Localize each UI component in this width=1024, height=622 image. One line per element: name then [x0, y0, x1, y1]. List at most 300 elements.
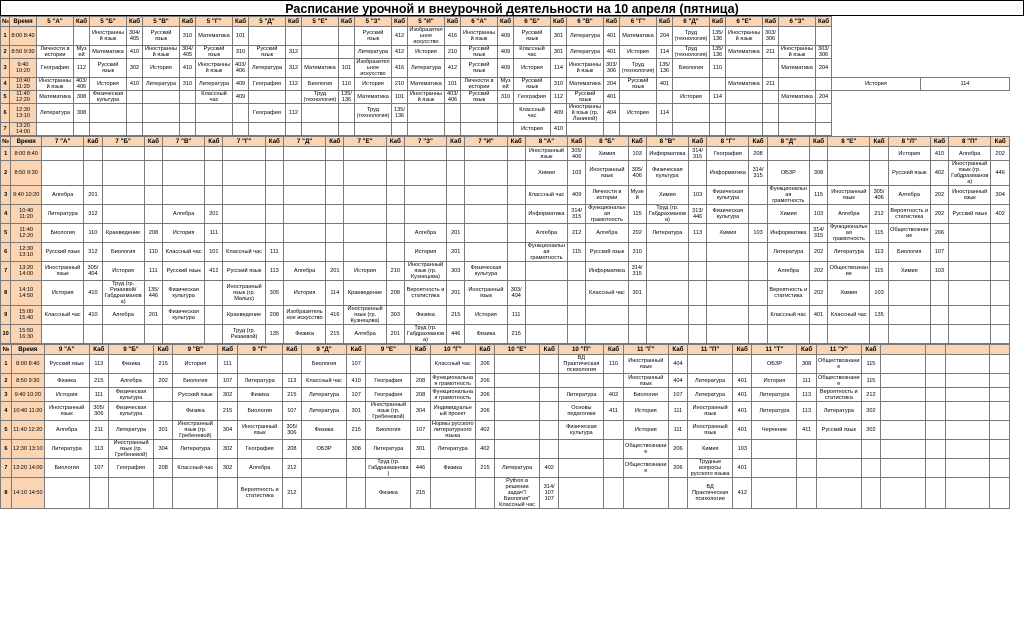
room-cell: 401 [733, 388, 752, 402]
subject-cell [495, 421, 540, 440]
subject-cell: Иностранный язык (гр. Кузнецова) [404, 262, 446, 281]
room-cell: 402 [930, 161, 948, 186]
room-cell: 304 [218, 421, 237, 440]
header-class: 7 "В" [163, 137, 205, 147]
table-row [1, 27, 1010, 46]
subject-cell: Литература [44, 440, 89, 459]
room-cell [861, 440, 880, 459]
room-cell [507, 224, 525, 243]
room-cell [144, 325, 162, 344]
subject-cell [302, 478, 347, 509]
room-cell: 202 [809, 262, 827, 281]
header-class: 8 "А" [525, 137, 567, 147]
lesson-time: 12:30 13:10 [10, 104, 37, 123]
subject-cell: Литература [567, 46, 604, 59]
subject-cell [302, 123, 339, 136]
subject-cell: Литература [366, 440, 411, 459]
subject-cell: Физика [173, 402, 218, 421]
subject-cell: Python в решении задач"/ Биология" Классный час [495, 478, 540, 509]
subject-cell [816, 440, 861, 459]
subject-cell [249, 27, 286, 46]
subject-cell: Математика [779, 59, 816, 78]
subject-cell: Биология [888, 243, 930, 262]
room-cell: 201 [386, 325, 404, 344]
header-class: 7 "Е" [344, 137, 386, 147]
table-row [1, 78, 1010, 91]
subject-cell: Физическая культура [465, 262, 507, 281]
room-cell: 115 [809, 186, 827, 205]
subject-cell: Классный час [514, 46, 551, 59]
room-cell: 201 [447, 243, 465, 262]
subject-cell: Индивидуальный проект [430, 402, 475, 421]
subject-cell: Физическая культура [707, 205, 749, 224]
subject-cell [828, 325, 870, 344]
room-cell [445, 123, 461, 136]
subject-cell: Химия [688, 440, 733, 459]
subject-cell: Классный час [223, 243, 265, 262]
room-cell: 103 [749, 224, 767, 243]
room-cell [568, 306, 586, 325]
subject-cell: География [249, 104, 286, 123]
lesson-number: 1 [1, 147, 11, 161]
room-cell [990, 459, 1010, 478]
room-cell [990, 402, 1010, 421]
header-class: 10 "Г" [430, 345, 475, 355]
room-cell: 115 [861, 355, 880, 374]
room-cell: 304 [411, 402, 430, 421]
room-cell: 308 [797, 355, 816, 374]
subject-cell: Иностранный язык [37, 78, 74, 91]
subject-cell: Литература [42, 205, 84, 224]
room-cell: 313/ 446 [688, 205, 706, 224]
subject-cell: Химия [767, 205, 809, 224]
room-cell: 103 [628, 147, 646, 161]
room-cell: 305/ 406 [870, 186, 888, 205]
room-cell [816, 78, 832, 91]
subject-cell: История [752, 374, 797, 388]
subject-cell: Физическая культура [90, 91, 127, 104]
room-cell: 202 [153, 374, 172, 388]
room-cell [386, 243, 404, 262]
room-cell [628, 306, 646, 325]
header-room: Каб [144, 137, 162, 147]
room-cell [749, 243, 767, 262]
room-cell: 301 [153, 421, 172, 440]
subject-cell: Русский язык [816, 421, 861, 440]
subject-cell [223, 224, 265, 243]
header-time: Время [10, 17, 37, 27]
room-cell [990, 388, 1010, 402]
lesson-time: 8:50 9:30 [10, 46, 37, 59]
room-cell: 115 [870, 224, 888, 243]
subject-cell [90, 104, 127, 123]
header-room: Каб [386, 137, 404, 147]
header-room: Каб [447, 137, 465, 147]
room-cell: 409 [233, 78, 249, 91]
table-row [1, 104, 1010, 123]
subject-cell: Обществознание [623, 440, 668, 459]
subject-cell: Литература [355, 46, 392, 59]
room-cell [926, 402, 945, 421]
table-header-row [1, 137, 1010, 147]
subject-cell: Краеведение [223, 306, 265, 325]
subject-cell [283, 224, 325, 243]
subject-cell: Труд (технология) [302, 91, 339, 104]
room-cell [568, 262, 586, 281]
subject-cell: Алгебра [888, 186, 930, 205]
room-cell [265, 186, 283, 205]
room-cell: 103 [568, 161, 586, 186]
header-class [881, 345, 926, 355]
room-cell: 201 [84, 186, 102, 205]
room-cell: 410 [127, 78, 143, 91]
subject-cell [90, 123, 127, 136]
room-cell [991, 224, 1010, 243]
room-cell [797, 478, 816, 509]
subject-cell: Обществознание [816, 355, 861, 374]
room-cell: 310 [628, 243, 646, 262]
room-cell: 212 [870, 205, 888, 224]
subject-cell: Физическая культура [163, 281, 205, 306]
room-cell: 305/ 406 [628, 161, 646, 186]
subject-cell: История [283, 281, 325, 306]
subject-cell [495, 388, 540, 402]
room-cell [233, 104, 249, 123]
subject-cell: Алгебра [828, 205, 870, 224]
room-cell: 302 [218, 440, 237, 459]
subject-cell: Труд (технология) [620, 59, 657, 78]
room-cell: 215 [89, 374, 108, 388]
room-cell [990, 374, 1010, 388]
subject-cell: Физическая культура [109, 388, 154, 402]
room-cell: 304/ 405 [180, 46, 196, 59]
header-room: Каб [870, 137, 888, 147]
lesson-time: 10:40 11:20 [10, 78, 37, 91]
room-cell: 206 [475, 374, 494, 388]
subject-cell: История [404, 243, 446, 262]
subject-cell: География [249, 78, 286, 91]
subject-cell: Личности в истории [586, 186, 628, 205]
header-room: Каб [347, 345, 366, 355]
subject-cell [223, 205, 265, 224]
room-cell: Музей [628, 186, 646, 205]
room-cell: 103 [809, 205, 827, 224]
header-room: Каб [668, 345, 687, 355]
room-cell: 202 [930, 186, 948, 205]
subject-cell: История [623, 421, 668, 440]
room-cell: 206 [475, 402, 494, 421]
table-row [1, 459, 1010, 478]
lesson-number: 6 [1, 440, 12, 459]
header-class: 10 "Е" [495, 345, 540, 355]
subject-cell [881, 355, 926, 374]
subject-cell [461, 104, 498, 123]
subject-cell [888, 281, 930, 306]
room-cell [749, 262, 767, 281]
room-cell: 211 [763, 78, 779, 91]
subject-cell: Математика [567, 78, 604, 91]
subject-cell: Литература [302, 402, 347, 421]
room-cell: 410 [127, 46, 143, 59]
subject-cell [37, 123, 74, 136]
room-cell: 208 [411, 374, 430, 388]
room-cell: 113 [282, 374, 301, 388]
subject-cell: Информатика [525, 205, 567, 224]
table-row [1, 243, 1010, 262]
room-cell [930, 306, 948, 325]
subject-cell [646, 262, 688, 281]
subject-cell [945, 440, 990, 459]
room-cell [816, 27, 832, 46]
header-room: Каб [861, 345, 880, 355]
room-cell [749, 205, 767, 224]
header-class: 5 "А" [37, 17, 74, 27]
room-cell: 401 [733, 374, 752, 388]
room-cell [568, 325, 586, 344]
lesson-number: 6 [1, 243, 11, 262]
room-cell [507, 186, 525, 205]
subject-cell: География [109, 459, 154, 478]
room-cell: 402 [991, 205, 1010, 224]
subject-cell [249, 91, 286, 104]
subject-cell [355, 123, 392, 136]
subject-cell: Русский язык [44, 355, 89, 374]
subject-cell: Иностранный язык [726, 27, 763, 46]
room-cell [447, 205, 465, 224]
subject-cell: Русский язык [90, 59, 127, 78]
subject-cell [495, 355, 540, 374]
room-cell: 404 [668, 355, 687, 374]
subject-cell [404, 205, 446, 224]
subject-cell [881, 459, 926, 478]
room-cell [540, 440, 559, 459]
subject-cell: Русский язык [567, 91, 604, 104]
room-cell [180, 123, 196, 136]
room-cell [286, 91, 302, 104]
subject-cell: История [888, 147, 930, 161]
header-room: Каб [991, 137, 1010, 147]
header-class: 9 "Е" [366, 345, 411, 355]
subject-cell [567, 123, 604, 136]
subject-cell: Труд (гр. Габдрахманова) [646, 205, 688, 224]
lesson-number: 3 [1, 186, 11, 205]
room-cell: 103 [688, 186, 706, 205]
subject-cell [620, 91, 657, 104]
header-room: Каб [233, 17, 249, 27]
subject-cell [945, 421, 990, 440]
subject-cell: Классный час [196, 91, 233, 104]
subject-cell [949, 281, 991, 306]
room-cell [540, 355, 559, 374]
subject-cell: Вероятность и статистика [237, 478, 282, 509]
subject-cell: История [673, 91, 710, 104]
room-cell [205, 306, 223, 325]
subject-cell [726, 123, 763, 136]
room-cell: 201 [447, 224, 465, 243]
subject-cell [752, 478, 797, 509]
subject-cell [586, 325, 628, 344]
room-cell: 111 [265, 243, 283, 262]
room-cell: 212 [568, 224, 586, 243]
header-room: Каб [604, 345, 623, 355]
subject-cell [404, 161, 446, 186]
subject-cell: Классный час [42, 306, 84, 325]
room-cell: 201 [447, 281, 465, 306]
room-cell [74, 27, 90, 46]
subject-cell: Основы педагогики [559, 402, 604, 421]
lesson-number: 5 [1, 224, 11, 243]
room-cell: 202 [991, 147, 1010, 161]
subject-cell: История [832, 78, 921, 91]
room-cell: 314/ 315 [749, 161, 767, 186]
room-cell [733, 355, 752, 374]
header-class: 5 "Г" [196, 17, 233, 27]
table-row [1, 161, 1010, 186]
subject-cell: Функциональная грамотность [525, 243, 567, 262]
header-room: Каб [282, 345, 301, 355]
table-row [1, 147, 1010, 161]
room-cell: 404 [604, 104, 620, 123]
subject-cell: Информатика [586, 262, 628, 281]
room-cell: 114 [657, 46, 673, 59]
header-room: Каб [286, 17, 302, 27]
room-cell: 206 [930, 224, 948, 243]
room-cell: 302 [861, 421, 880, 440]
subject-cell: Литература [109, 421, 154, 440]
subject-cell [344, 186, 386, 205]
subject-cell: Функциональная грамотность [586, 205, 628, 224]
subject-cell [465, 205, 507, 224]
room-cell [710, 78, 726, 91]
room-cell: 303 [447, 262, 465, 281]
subject-cell [707, 262, 749, 281]
room-cell [84, 325, 102, 344]
room-cell: 446 [447, 325, 465, 344]
header-room: Каб [507, 137, 525, 147]
subject-cell [559, 374, 604, 388]
subject-cell: Физика [283, 325, 325, 344]
table-row [1, 123, 1010, 136]
header-class: 6 "Е" [726, 17, 763, 27]
subject-cell: Краеведение [102, 224, 144, 243]
header-room: Каб [127, 17, 143, 27]
subject-cell [302, 46, 339, 59]
room-cell: 201 [144, 306, 162, 325]
room-cell [688, 306, 706, 325]
room-cell: Музей [74, 46, 90, 59]
subject-cell: История [514, 123, 551, 136]
header-class: 5 "Б" [90, 17, 127, 27]
header-room: Каб [568, 137, 586, 147]
header-class: 8 "Е" [828, 137, 870, 147]
subject-cell: Биология [102, 243, 144, 262]
room-cell [710, 123, 726, 136]
schedule-blocks [0, 16, 1024, 509]
subject-cell [302, 459, 347, 478]
room-cell: 206 [668, 459, 687, 478]
subject-cell: Иностранный язык (гр. Ланиной) [567, 104, 604, 123]
room-cell: 206 [668, 440, 687, 459]
subject-cell [163, 325, 205, 344]
subject-cell: География [237, 440, 282, 459]
subject-cell: История [623, 402, 668, 421]
subject-cell [945, 402, 990, 421]
subject-cell: Литература [816, 402, 861, 421]
subject-cell [223, 161, 265, 186]
subject-cell [707, 243, 749, 262]
subject-cell [707, 281, 749, 306]
lesson-number: 1 [1, 355, 12, 374]
subject-cell: Функциональная грамотность [828, 224, 870, 243]
room-cell: 110 [144, 243, 162, 262]
subject-cell: Краеведение [344, 281, 386, 306]
room-cell: 202 [809, 243, 827, 262]
subject-cell [559, 440, 604, 459]
subject-cell: Биология [302, 355, 347, 374]
room-cell: Музей [498, 78, 514, 91]
room-cell: 404 [668, 374, 687, 388]
subject-cell [828, 147, 870, 161]
room-cell [688, 161, 706, 186]
subject-cell: Русский язык [620, 78, 657, 91]
header-room: Каб [688, 137, 706, 147]
lesson-time: 10:40 11:20 [11, 402, 44, 421]
subject-cell: Физика [465, 325, 507, 344]
room-cell: 409 [498, 59, 514, 78]
room-cell [763, 123, 779, 136]
room-cell [657, 91, 673, 104]
subject-cell [525, 281, 567, 306]
lesson-time: 13:20 14:00 [11, 459, 44, 478]
subject-cell [430, 478, 475, 509]
room-cell [749, 281, 767, 306]
header-room: Каб [339, 17, 355, 27]
subject-cell [525, 262, 567, 281]
subject-cell: Вероятность и статистика [404, 281, 446, 306]
room-cell: 310 [180, 27, 196, 46]
room-cell [926, 440, 945, 459]
room-cell: 135/ 136 [657, 59, 673, 78]
subject-cell: Информатика [767, 224, 809, 243]
subject-cell [673, 78, 710, 91]
header-room: Каб [551, 17, 567, 27]
table-row [1, 306, 1010, 325]
room-cell [540, 402, 559, 421]
subject-cell: Классный час [586, 281, 628, 306]
subject-cell: Иностранный язык (гр. Гребеневой) [366, 402, 411, 421]
room-cell [568, 281, 586, 306]
subject-cell [726, 91, 763, 104]
room-cell: 308 [74, 104, 90, 123]
subject-cell: Алгебра [586, 224, 628, 243]
header-room: Каб [205, 137, 223, 147]
room-cell [990, 421, 1010, 440]
subject-cell: Физика [109, 355, 154, 374]
room-cell: 409 [233, 91, 249, 104]
room-cell: 114 [921, 78, 1010, 91]
subject-cell: Иностранный язык (гр. Гребеневой) [173, 421, 218, 440]
subject-cell: Литература [752, 402, 797, 421]
subject-cell [344, 243, 386, 262]
room-cell: 114 [551, 59, 567, 78]
header-class: 7 "А" [42, 137, 84, 147]
subject-cell [945, 459, 990, 478]
room-cell: 303/ 404 [507, 281, 525, 306]
room-cell: 403/ 406 [233, 59, 249, 78]
room-cell: 312 [286, 46, 302, 59]
room-cell: 314/ 315 [568, 205, 586, 224]
room-cell: 110 [710, 59, 726, 78]
